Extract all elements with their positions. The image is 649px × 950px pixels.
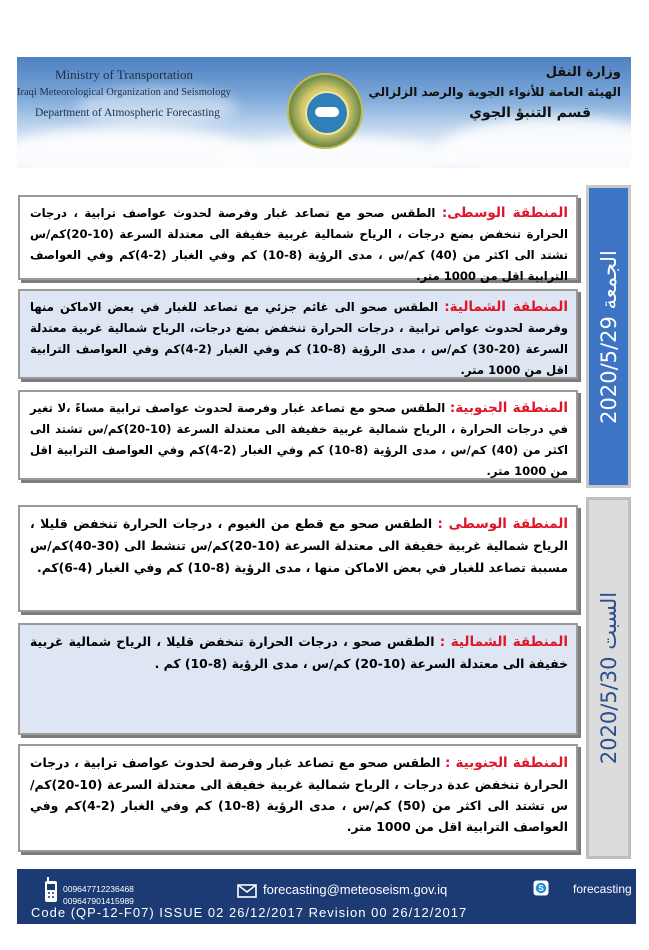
region-label: المنطقة الشمالية: — [444, 299, 569, 315]
forecast-box-north-day2 — [18, 623, 578, 735]
forecast-box-north-day1 — [18, 289, 578, 379]
organization-logo-icon — [287, 73, 363, 149]
arabic-ministry-title: وزارة النقل — [545, 65, 621, 80]
email-link[interactable]: forecasting@meteoseism.gov.iq — [263, 882, 448, 897]
date-label-friday: الجمعة 2020/5/29 — [596, 249, 621, 424]
english-organization-title: Iraqi Meteorological Organization and Seismology — [17, 87, 231, 98]
forecast-text: الطقس صحو مع تصاعد غبار وفرصة لحدوث عواصف ترابية ، درجات الحرارة تنخفض بضع درجات ، الرياح شمالية غربية خفيفة الى معتدلة السرعة (10-20)كم/س تشتد الى اكثر من (40) كم/س ، مدى الرؤية (8-10) كم وفي الغبار (2-4)كم وفي العواصف الترابية اقل من 1000 متر. — [30, 206, 568, 283]
date-label-saturday: السبت 2020/5/30 — [596, 591, 621, 765]
region-label: المنطقة الشمالية : — [439, 634, 569, 650]
svg-text:S: S — [538, 884, 544, 893]
forecast-text: الطقس صحو مع قطع من الغيوم ، درجات الحرارة تنخفض قليلا ، الرياح شمالية غربية خفيفة الى معتدلة السرعة (10-20)كم/س تنشط الى (30-40)كم/س مسببة تصاعد للغبار في بعض الاماكن منها ، مدى الرؤية (8-10) كم وفي الغبار (4-6)كم. — [30, 516, 568, 575]
mobile-phone-icon — [44, 877, 58, 903]
skype-icon — [533, 880, 549, 896]
forecast-box-south-day1 — [18, 390, 578, 480]
cloud-decoration — [437, 117, 631, 168]
date-bar-saturday — [586, 497, 631, 859]
forecast-text: الطقس صحو مع تصاعد غبار وفرصة لحدوث عواصف ترابية مساءً ،لا تغير في درجات الحرارة ، الرياح شمالية غربية خفيفة الى معتدلة السرعة (10-20)كم/س تشتد الى اكثر من (40) كم/س ، مدى الرؤية (8-10) كم وفي الغبار (2-4)كم وفي العواصف الترابية اقل من 1000 متر. — [30, 401, 569, 478]
region-label: المنطقة الوسطى: — [441, 205, 568, 221]
region-label: المنطقة الوسطى : — [437, 516, 568, 532]
arabic-department-title: قسم التنبؤ الجوي — [469, 105, 591, 121]
forecast-text: الطقس صحو ، درجات الحرارة تنخفض قليلا ، الرياح شمالية غربية خفيفة الى معتدلة السرعة (10-20) كم/س ، مدى الرؤية (8-10) كم . — [30, 634, 568, 671]
document-code-line: Code (QP-12-F07) ISSUE 02 26/12/2017 Revision 00 26/12/2017 — [31, 905, 468, 920]
region-label: المنطقة الجنوبية: — [449, 400, 568, 416]
date-bar-friday — [586, 185, 631, 488]
phone-numbers — [63, 883, 134, 907]
forecast-box-central-day2 — [18, 505, 578, 612]
skype-contact[interactable]: forecasting — [573, 882, 632, 896]
phone-number[interactable]: 009647901415989 — [63, 896, 134, 906]
arabic-organization-title: الهيئة العامة للأنواء الجوية والرصد الزلزالي — [368, 85, 621, 99]
region-label: المنطقة الجنوبية : — [445, 755, 569, 771]
envelope-icon — [237, 884, 257, 898]
header-banner — [17, 57, 631, 168]
phone-number[interactable]: 009647712236468 — [63, 884, 134, 894]
english-ministry-title: Ministry of Transportation — [55, 67, 193, 82]
forecast-text: الطقس صحو مع تصاعد غبار وفرصة لحدوث عواصف ترابية ، درجات الحرارة تنخفض عدة درجات ، الرياح شمالية غربية خفيفة الى معتدلة السرعة (10-20)كم/س تشتد الى اكثر من (50) كم/س ، مدى الرؤية (8-10) كم وفي الغبار (2-4)كم وفي العواصف الترابية اقل من 1000 متر. — [30, 755, 568, 834]
forecast-box-central-day1 — [18, 195, 578, 283]
footer-contact-bar — [17, 869, 636, 924]
forecast-text: الطقس صحو الى غائم جزئي مع تصاعد للغبار في بعض الاماكن منها وفرصة لحدوث عواص ترابية ، درجات الحرارة تنخفض بضع درجات، الرياح شمالية غربية معتدلة السرعة (20-30) كم/س ، مدى الرؤية (8-10) كم وفي الغبار (2-4)كم وفي العواصف الترابية اقل من 1000 متر. — [30, 300, 568, 377]
english-department-title: Department of Atmospheric Forecasting — [35, 107, 220, 119]
forecast-box-south-day2 — [18, 744, 578, 852]
